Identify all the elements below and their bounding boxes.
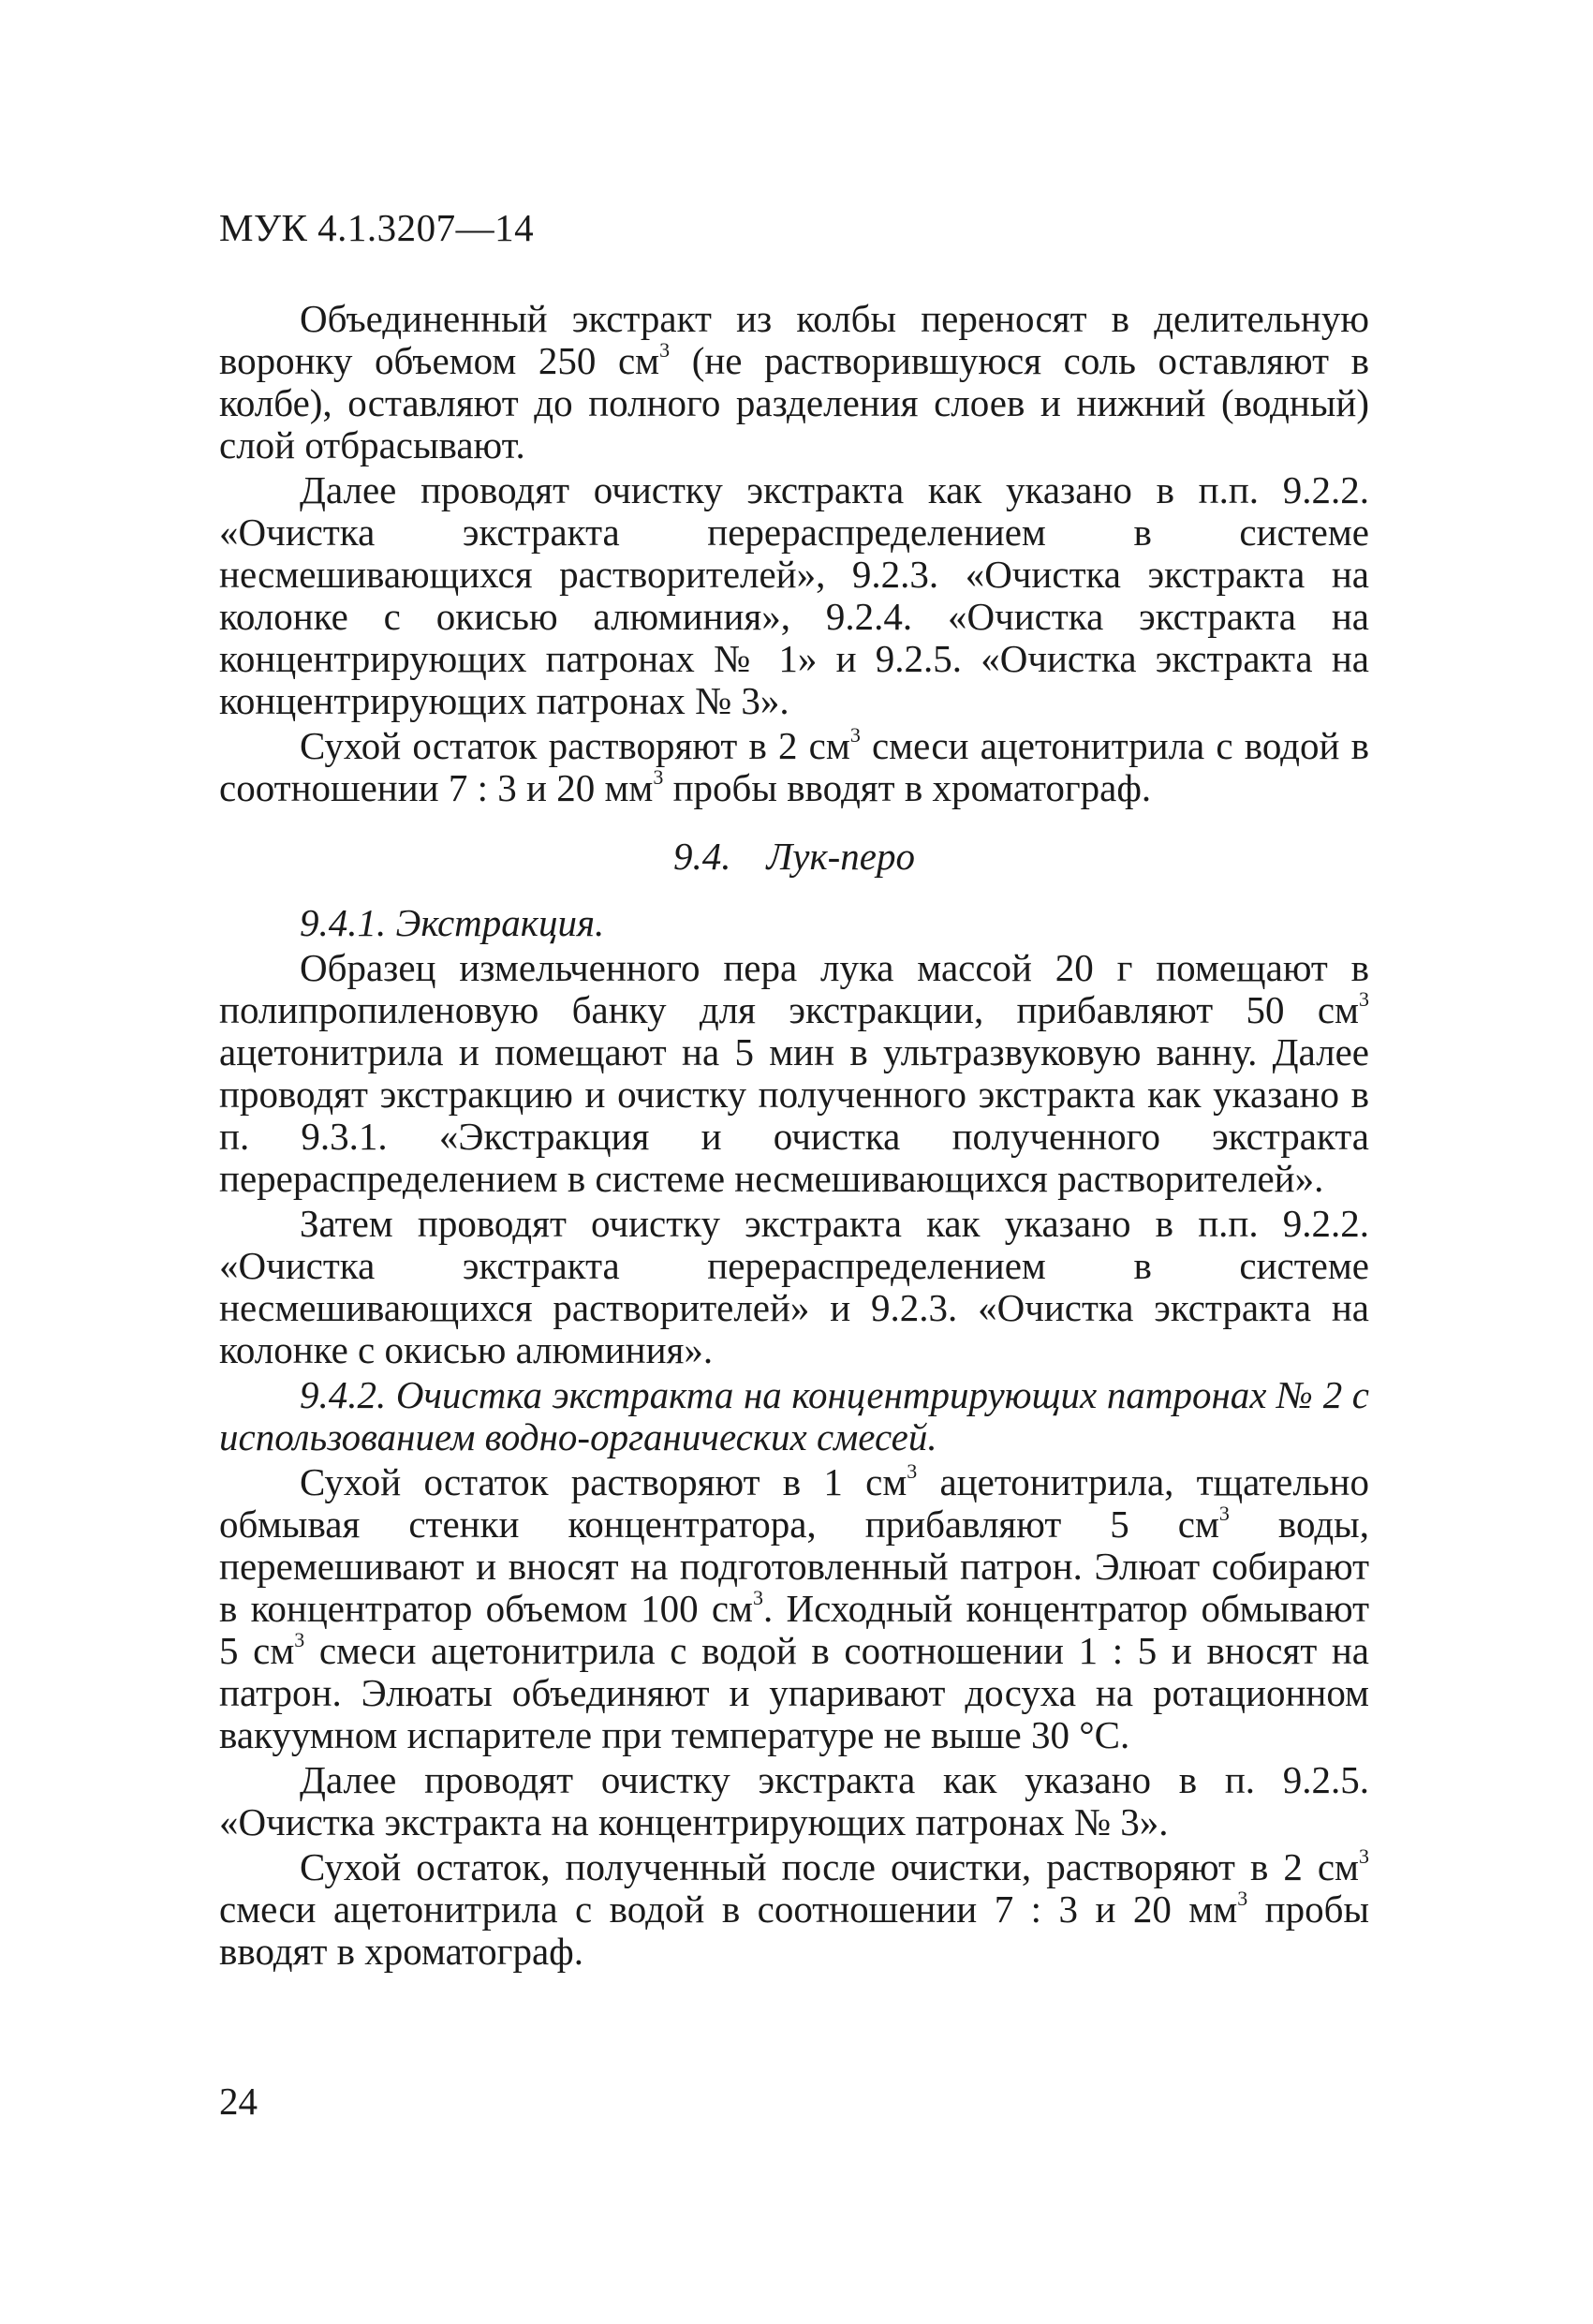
section-number: 9.4. [673,835,731,878]
document-code-header: МУК 4.1.3207—14 [219,206,535,249]
superscript-3: 3 [653,765,664,789]
section-title: Лук-перо [766,835,915,878]
superscript-3: 3 [1218,1502,1230,1525]
section-heading [219,836,1369,878]
paragraph-further-cleanup-2: Далее проводят очистку экстракта как указано в п. 9.2.5. «Очистка экстракта на концентрирующих патронах № 3». [219,1758,1369,1843]
superscript-3: 3 [1359,1844,1369,1868]
paragraph-sample-extraction: Образец измельченного пера лука массой 20 г помещают в полипропиленовую банку для экстракции, прибавляют 50 $см^3$ ацетонитрила и помещают на 5 мин в ультразвуковую ванну. Далее проводят экстракцию и очистку полученного экстракта как указано в п. 9.3.1. «Экстракция и очистка полученного экстракта перераспределением в системе несмешивающихся растворителей». [219,946,1369,1200]
superscript-3: 3 [907,1459,918,1483]
superscript-3: 3 [294,1628,305,1651]
paragraph-then-cleanup: Затем проводят очистку экстракта как указано в п.п. 9.2.2. «Очистка экстракта перераспределением в системе несмешивающихся растворителей» и 9.2.3. «Очистка экстракта на колонке с окисью алюминия». [219,1202,1369,1371]
paragraph-final-dry-residue: Сухой остаток, полученный после очистки, растворяют в 2 $см^3$ смеси ацетонитрила с водой в соотношении 7 : 3 и 20 $мм^3$ пробы вводят в хроматограф. [219,1844,1369,1973]
paragraph-dry-residue: Сухой остаток растворяют в 2 $см^3$ смеси ацетонитрила с водой в соотношении 7 : 3 и 20 $мм^3$ пробы вводят в хроматограф. [219,723,1369,809]
paragraph-cartridge-procedure: Сухой остаток растворяют в 1 $см^3$ ацетонитрила, тщательно обмывая стенки концентратора, прибавляют 5 $см^3$ воды, перемешивают и вносят на подготовленный патрон. Элюат собирают в концентратор объемом 100 $см^3$. Исходный концентратор обмывают 5 $см^3$ смеси ацетонитрила с водой в соотношении 1 : 5 и вносят на патрон. Элюаты объединяют и упаривают досуха на ротационном вакуумном испарителе при температуре не выше 30 °С. [219,1459,1369,1756]
paragraph-further-cleanup: Далее проводят очистку экстракта как указано в п.п. 9.2.2. «Очистка экстракта перераспределением в системе несмешивающихся растворителей», 9.2.3. «Очистка экстракта на колонке с окисью алюминия», 9.2.4. «Очистка экстракта на концентрирующих патронах № 1» и 9.2.5. «Очистка экстракта на концентрирующих патронах № 3». [219,468,1369,722]
main-text [219,298,1369,1973]
paragraph-combined-extract: Объединенный экстракт из колбы переносят в делительную воронку объемом 250 $см^3$ (не растворившуюся соль оставляют в колбе), оставляют до полного разделения слоев и нижний (водный) слой отбрасывают. [219,297,1369,466]
superscript-3: 3 [753,1586,764,1609]
subsection-cartridge-cleanup-title: 9.4.2. Очистка экстракта на концентрирующих патронах № 2 с использованием водно-органических смесей. [219,1373,1369,1458]
superscript-3: 3 [849,723,861,747]
superscript-3: 3 [1359,987,1369,1011]
subsection-extraction-title: 9.4.1. Экстракция. [300,901,605,944]
page-number: 24 [219,2080,258,2123]
superscript-3: 3 [659,338,671,362]
superscript-3: 3 [1237,1887,1248,1910]
